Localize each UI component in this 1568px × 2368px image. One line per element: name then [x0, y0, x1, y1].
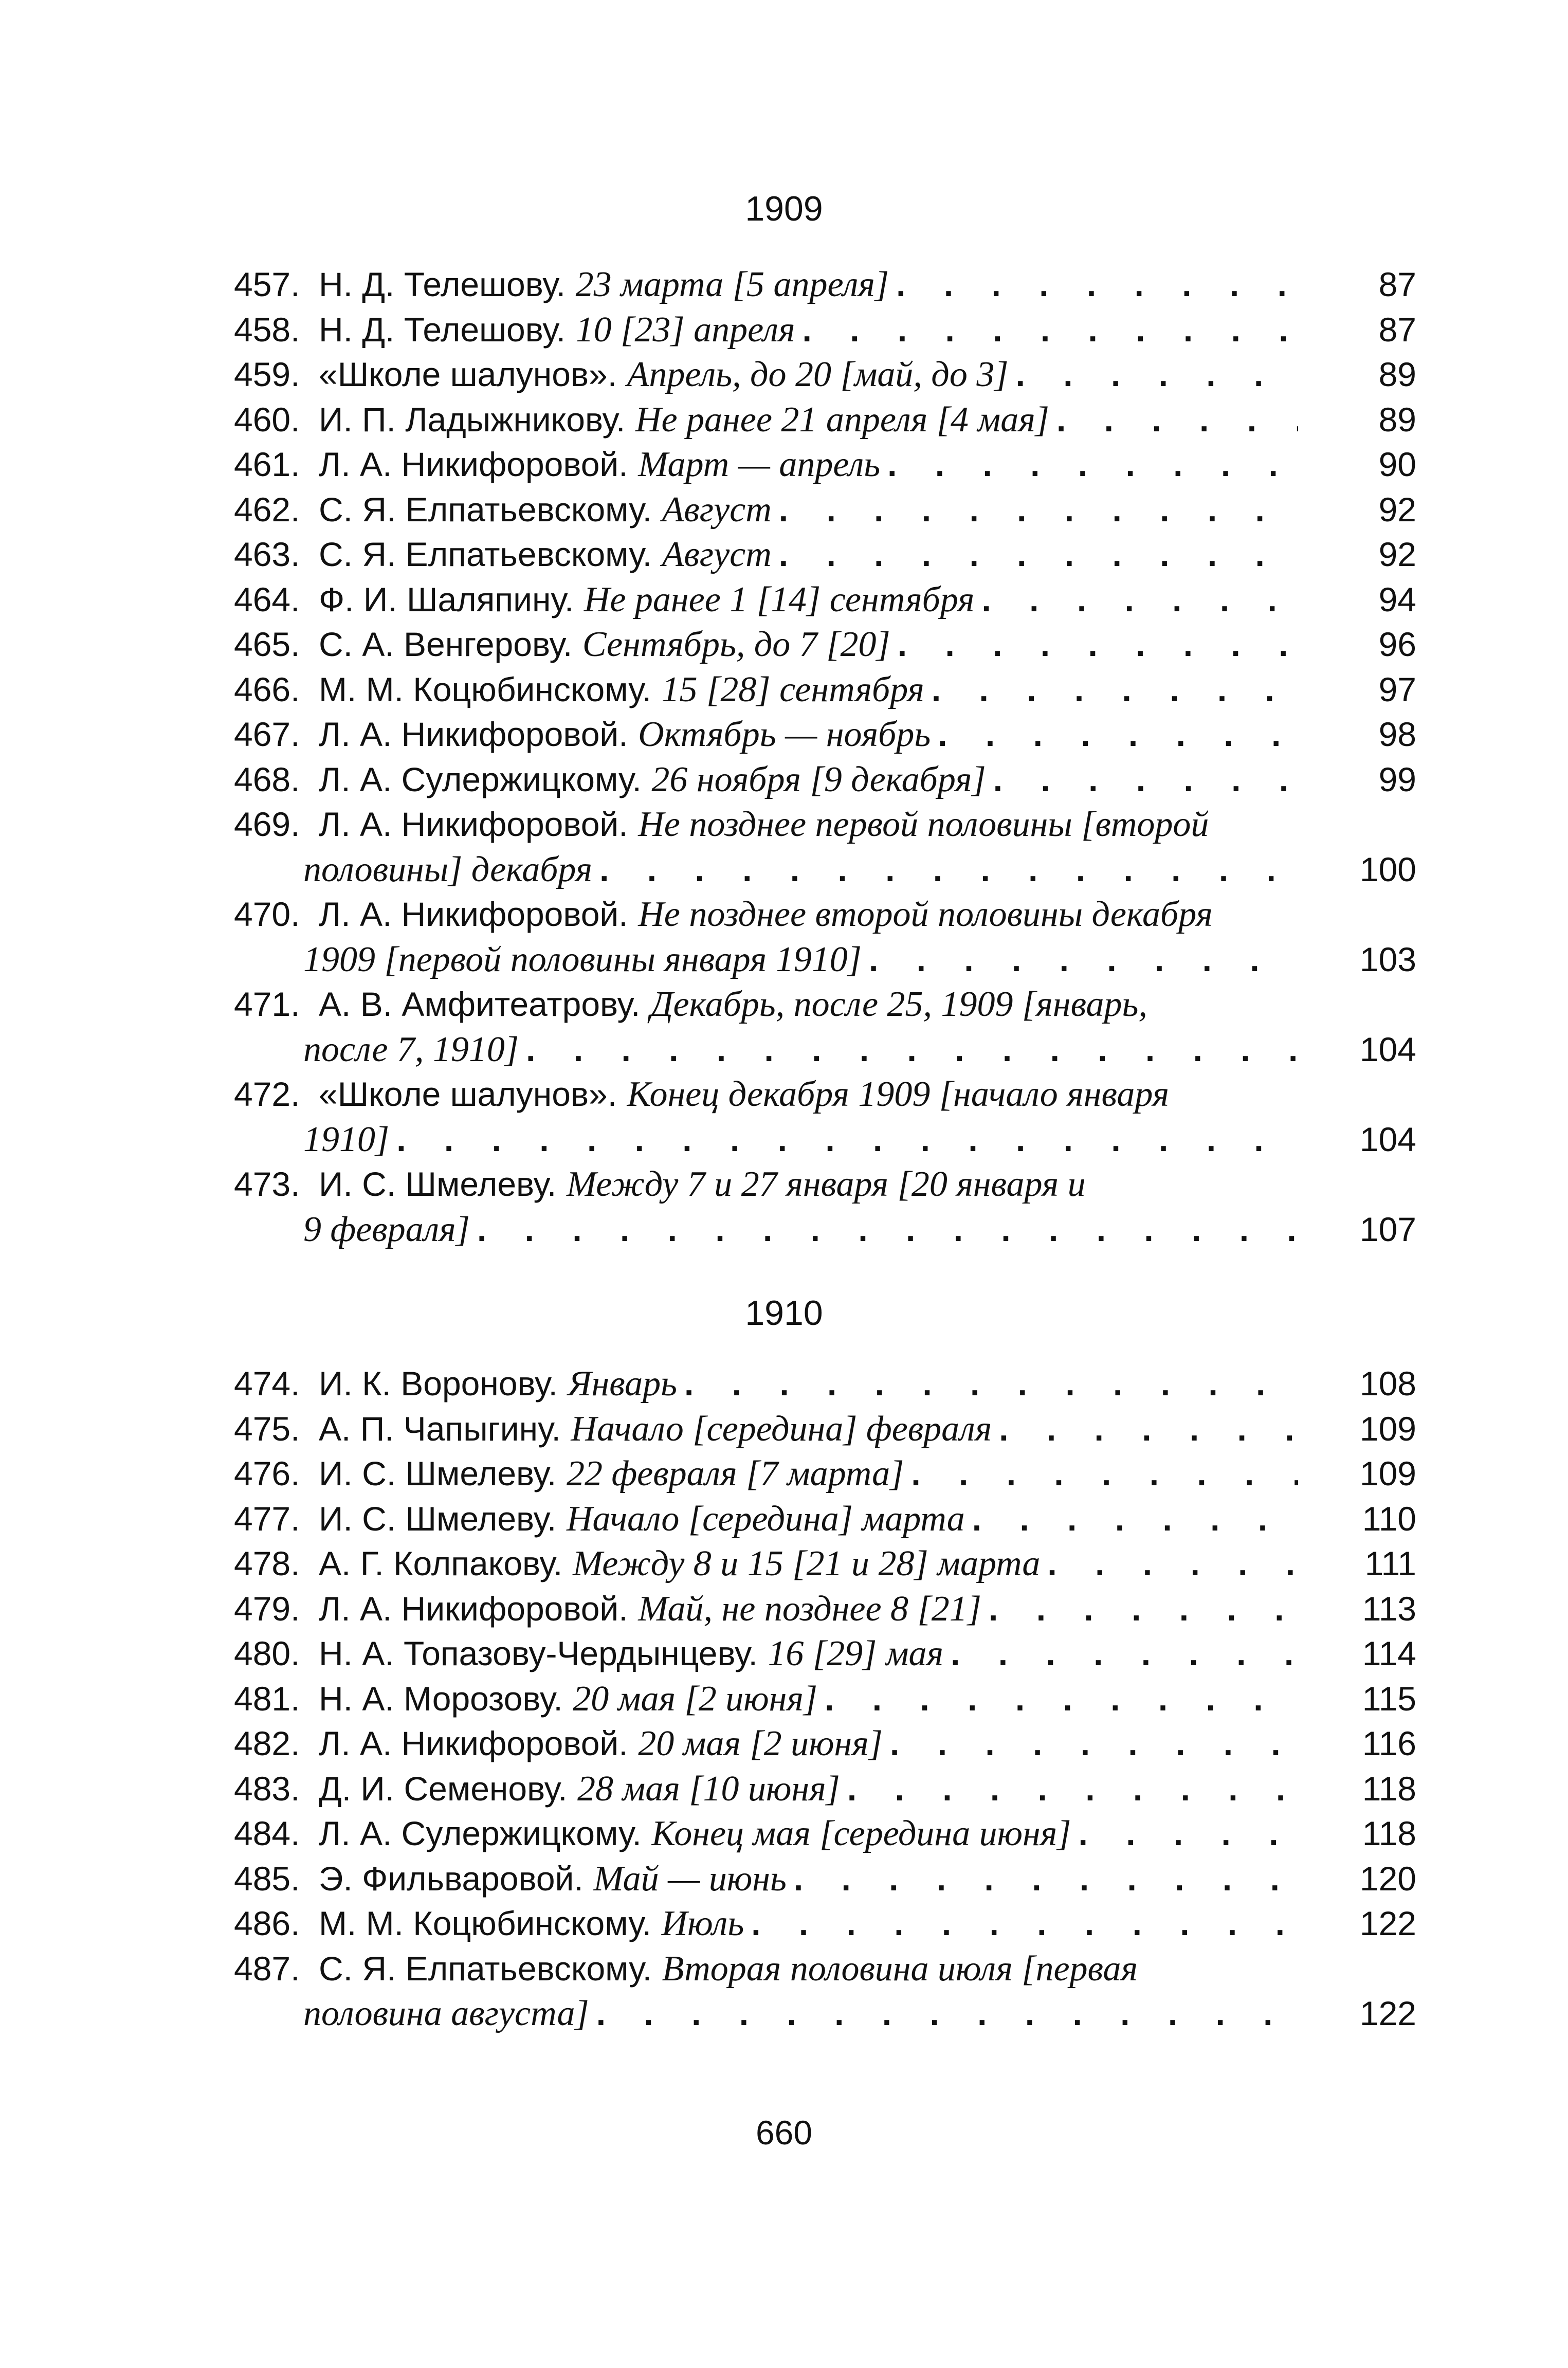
entry-title	[319, 1541, 1298, 1587]
dot-leader	[1071, 1811, 1298, 1856]
page-reference: 109	[1359, 1409, 1416, 1448]
page-reference: 92	[1378, 535, 1416, 573]
date-text: Не позднее первой половины [второй	[638, 805, 1209, 844]
date-text: 16 [29] мая	[768, 1634, 944, 1673]
entry-number: 479.	[234, 1589, 300, 1628]
toc-entry	[234, 1946, 1416, 2036]
date-text: Начало [середина] марта	[566, 1499, 965, 1539]
dot-leader	[519, 1027, 1298, 1072]
page-reference: 92	[1378, 490, 1416, 529]
date-text: 1910]	[303, 1119, 390, 1159]
entry-line	[319, 622, 1298, 667]
entry-line	[234, 1991, 1298, 2036]
entry-number: 480.	[234, 1634, 300, 1672]
dot-leader	[965, 1497, 1298, 1542]
entry-title	[319, 1631, 1298, 1677]
entry-title	[319, 1497, 1298, 1542]
entry-line	[319, 1901, 1298, 1946]
addressee: С. Я. Елпатьевскому.	[319, 490, 652, 529]
date-text: Не ранее 1 [14] сентября	[584, 579, 975, 620]
dot-leader	[772, 487, 1298, 533]
date-text: половины] декабря	[303, 849, 593, 889]
page-reference: 111	[1364, 1544, 1416, 1582]
entry-line	[234, 982, 1298, 1027]
entry-number: 468.	[234, 760, 300, 798]
entry-title	[234, 892, 1298, 982]
entry-line	[234, 802, 1298, 847]
entry-title	[319, 1766, 1298, 1812]
entry-line	[234, 937, 1298, 982]
addressee: Н. Д. Телешову.	[319, 310, 566, 349]
entry-title	[319, 1361, 1298, 1407]
dot-leader	[904, 1451, 1298, 1497]
addressee: Ф. И. Шаляпину.	[319, 580, 574, 618]
entry-title	[234, 802, 1298, 892]
entry-number: 487.	[234, 1949, 300, 1988]
entry-title	[319, 1451, 1298, 1497]
addressee: Л. А. Сулержицкому.	[319, 1814, 642, 1852]
entry-number: 463.	[234, 535, 300, 573]
date-text: Октябрь — ноябрь	[638, 715, 931, 754]
entry-number: 464.	[234, 580, 300, 618]
page-reference: 99	[1378, 760, 1416, 798]
entry-line	[319, 667, 1298, 713]
entry-title	[319, 1407, 1298, 1452]
page-reference: 107	[1359, 1210, 1416, 1248]
addressee: «Школе шалунов».	[319, 1075, 617, 1113]
entry-number: 483.	[234, 1769, 300, 1808]
page-reference: 118	[1362, 1769, 1416, 1808]
toc-entry	[234, 1766, 1416, 1812]
dot-leader	[924, 667, 1298, 713]
entry-number: 481.	[234, 1679, 300, 1718]
date-text: 23 марта [5 апреля]	[575, 265, 889, 304]
addressee: Л. А. Никифоровой.	[319, 715, 628, 753]
dot-leader	[880, 442, 1298, 487]
page-reference: 108	[1359, 1364, 1416, 1402]
toc-entry	[234, 1856, 1416, 1902]
entry-line	[234, 1946, 1298, 1992]
page-reference: 103	[1359, 940, 1416, 978]
entry-number: 484.	[234, 1814, 300, 1852]
date-text: Не ранее 21 апреля [4 мая]	[635, 399, 1049, 440]
toc-entry	[234, 1677, 1416, 1722]
entry-line	[319, 1407, 1298, 1452]
entry-title	[319, 397, 1298, 443]
addressee: Л. А. Никифоровой.	[319, 1589, 628, 1628]
addressee: И. С. Шмелеву.	[319, 1454, 557, 1492]
page-reference: 109	[1359, 1454, 1416, 1492]
date-text: Начало [середина] февраля	[571, 1409, 992, 1449]
entry-line	[234, 847, 1298, 892]
toc-entry	[234, 262, 1416, 307]
date-text: 20 мая [2 июня]	[573, 1679, 818, 1719]
entry-line	[319, 712, 1298, 757]
entry-line	[319, 487, 1298, 533]
entry-number: 476.	[234, 1454, 300, 1492]
toc-entry	[234, 712, 1416, 757]
entry-line	[319, 262, 1298, 307]
entry-number: 473.	[234, 1165, 300, 1203]
addressee: Д. И. Семенову.	[319, 1769, 568, 1808]
addressee: А. Г. Колпакову.	[319, 1544, 563, 1582]
dot-leader	[677, 1361, 1298, 1407]
addressee: И. С. Шмелеву.	[319, 1499, 557, 1538]
entry-line	[234, 1162, 1298, 1207]
dot-leader	[862, 937, 1298, 982]
toc-entry	[234, 352, 1416, 397]
entry-title	[319, 1721, 1298, 1766]
entry-line	[319, 1721, 1298, 1766]
entry-number: 469.	[234, 805, 300, 843]
entry-line	[234, 1072, 1298, 1117]
entry-line	[319, 442, 1298, 487]
entry-title	[319, 712, 1298, 757]
page-reference: 90	[1378, 445, 1416, 483]
date-text: 10 [23] апреля	[575, 309, 795, 350]
entry-title	[319, 1856, 1298, 1902]
dot-leader	[840, 1766, 1298, 1812]
entry-line	[319, 352, 1298, 397]
page-reference: 87	[1378, 265, 1416, 303]
entry-line	[319, 307, 1298, 353]
entry-title	[319, 1587, 1298, 1632]
date-text: Конец декабря 1909 [начало января	[627, 1074, 1170, 1114]
addressee: А. П. Чапыгину.	[319, 1409, 561, 1448]
page-reference: 100	[1359, 850, 1416, 888]
entry-line	[319, 757, 1298, 803]
entry-title	[319, 1677, 1298, 1722]
addressee: Н. А. Топазову-Чердынцеву.	[319, 1634, 758, 1672]
toc-entry	[234, 1541, 1416, 1587]
entry-title	[319, 1901, 1298, 1946]
addressee: Л. А. Никифоровой.	[319, 805, 628, 843]
date-text: 15 [28] сентября	[661, 669, 924, 709]
entry-title	[319, 577, 1298, 623]
dot-leader	[974, 577, 1298, 623]
dot-leader	[787, 1856, 1298, 1902]
date-text: Конец мая [середина июня]	[651, 1814, 1071, 1853]
page-reference: 116	[1362, 1724, 1416, 1762]
toc-entry	[234, 1361, 1416, 1407]
entry-title	[319, 1811, 1298, 1856]
dot-leader	[992, 1407, 1298, 1452]
dot-leader	[883, 1721, 1298, 1766]
addressee: М. М. Коцюбинскому.	[319, 670, 652, 708]
entry-line	[234, 892, 1298, 937]
addressee: С. Я. Елпатьевскому.	[319, 1949, 652, 1988]
addressee: И. С. Шмелеву.	[319, 1165, 557, 1203]
entry-title	[234, 1946, 1298, 2036]
addressee: Н. Д. Телешову.	[319, 265, 566, 303]
entry-number: 485.	[234, 1859, 300, 1898]
entry-number: 462.	[234, 490, 300, 529]
entry-number: 458.	[234, 310, 300, 349]
date-text: 20 мая [2 июня]	[638, 1724, 883, 1763]
addressee: Л. А. Никифоровой.	[319, 895, 628, 933]
entry-line	[319, 532, 1298, 577]
page-reference: 89	[1378, 355, 1416, 393]
entry-number: 486.	[234, 1904, 300, 1942]
date-text: Август	[662, 489, 772, 530]
toc-entry	[234, 1587, 1416, 1632]
toc-entry	[234, 397, 1416, 443]
entry-number: 465.	[234, 625, 300, 663]
entry-line	[319, 1587, 1298, 1632]
entry-line	[319, 1856, 1298, 1902]
date-text: Май, не позднее 8 [21]	[638, 1589, 982, 1629]
page-reference: 87	[1378, 310, 1416, 349]
dot-leader	[1040, 1541, 1298, 1587]
dot-leader	[943, 1631, 1298, 1677]
section-heading-1909: 1909	[745, 189, 823, 228]
toc-entry	[234, 532, 1416, 577]
entry-line	[319, 1811, 1298, 1856]
dot-leader	[981, 1587, 1298, 1632]
addressee: И. П. Ладыжникову.	[319, 400, 626, 439]
page-reference: 89	[1378, 400, 1416, 439]
dot-leader	[589, 1991, 1298, 2036]
toc-entry	[234, 1631, 1416, 1677]
addressee: С. Я. Елпатьевскому.	[319, 535, 652, 573]
date-text: Март — апрель	[638, 445, 881, 484]
dot-leader	[817, 1677, 1298, 1722]
toc-entry	[234, 1162, 1416, 1252]
toc-entry	[234, 982, 1416, 1072]
entry-number: 466.	[234, 670, 300, 708]
section-heading-1910: 1910	[745, 1294, 823, 1333]
entry-number: 471.	[234, 985, 300, 1023]
dot-leader	[389, 1117, 1298, 1162]
date-text: Декабрь, после 25, 1909 [январь,	[650, 985, 1147, 1024]
entry-line	[319, 1631, 1298, 1677]
toc-entry	[234, 1407, 1416, 1452]
date-text: Не позднее второй половины декабря	[638, 895, 1213, 934]
toc-entry	[234, 1721, 1416, 1766]
date-text: 28 мая [10 июня]	[577, 1769, 840, 1809]
toc-entry	[234, 1901, 1416, 1946]
entry-number: 474.	[234, 1364, 300, 1402]
toc-entry	[234, 622, 1416, 667]
dot-leader	[986, 757, 1298, 803]
toc-entry	[234, 1072, 1416, 1162]
date-text: Январь	[568, 1364, 677, 1404]
entry-number: 457.	[234, 265, 300, 303]
dot-leader	[772, 532, 1298, 577]
page-reference: 104	[1359, 1030, 1416, 1068]
page-reference: 114	[1362, 1634, 1416, 1672]
dot-leader	[744, 1901, 1298, 1946]
date-text: 26 ноября [9 декабря]	[651, 759, 986, 799]
dot-leader	[470, 1207, 1298, 1252]
page-reference: 122	[1359, 1994, 1416, 2032]
page-reference: 122	[1359, 1904, 1416, 1942]
entry-number: 467.	[234, 715, 300, 753]
entry-number: 475.	[234, 1409, 300, 1448]
date-text: Между 8 и 15 [21 и 28] марта	[572, 1544, 1041, 1583]
entry-number: 478.	[234, 1544, 300, 1582]
entry-line	[319, 1541, 1298, 1587]
dot-leader	[592, 847, 1298, 892]
page-reference: 120	[1359, 1859, 1416, 1898]
entry-line	[234, 1027, 1298, 1072]
entry-line	[319, 1361, 1298, 1407]
date-text: 22 февраля [7 марта]	[566, 1454, 904, 1493]
entry-line	[319, 1766, 1298, 1812]
entry-line	[319, 577, 1298, 623]
toc-list-1909	[234, 262, 1416, 1252]
page-reference: 96	[1378, 625, 1416, 663]
dot-leader	[890, 622, 1298, 667]
entry-title	[319, 352, 1298, 397]
entry-title	[319, 622, 1298, 667]
entry-title	[234, 1162, 1298, 1252]
entry-title	[319, 262, 1298, 307]
toc-entry	[234, 1497, 1416, 1542]
entry-title	[319, 757, 1298, 803]
toc-entry	[234, 1451, 1416, 1497]
page-number: 660	[755, 2114, 813, 2152]
toc-entry	[234, 577, 1416, 623]
entry-line	[319, 1451, 1298, 1497]
toc-entry	[234, 1811, 1416, 1856]
page-reference: 104	[1359, 1120, 1416, 1158]
toc-list-1910	[234, 1361, 1416, 2036]
toc-entry	[234, 667, 1416, 713]
dot-leader	[1009, 352, 1298, 397]
entry-number: 460.	[234, 400, 300, 439]
addressee: Н. А. Морозову.	[319, 1679, 563, 1718]
page-reference: 97	[1378, 670, 1416, 708]
addressee: Л. А. Никифоровой.	[319, 1724, 628, 1762]
entry-title	[319, 667, 1298, 713]
entry-title	[319, 487, 1298, 533]
entry-line	[319, 1497, 1298, 1542]
date-text: Июль	[661, 1904, 744, 1943]
page-reference: 94	[1378, 580, 1416, 618]
toc-entry	[234, 487, 1416, 533]
entry-number: 470.	[234, 895, 300, 933]
entry-line	[234, 1117, 1298, 1162]
entry-line	[234, 1207, 1298, 1252]
entry-line	[319, 1677, 1298, 1722]
addressee: Л. А. Сулержицкому.	[319, 760, 642, 798]
entry-number: 482.	[234, 1724, 300, 1762]
addressee: А. В. Амфитеатрову.	[319, 985, 641, 1023]
date-text: Сентябрь, до 7 [20]	[582, 625, 890, 664]
date-text: Август	[662, 535, 772, 574]
date-text: половина августа]	[303, 1994, 589, 2033]
page-reference: 113	[1362, 1589, 1416, 1628]
entry-number: 459.	[234, 355, 300, 393]
toc-entry	[234, 802, 1416, 892]
page-reference: 98	[1378, 715, 1416, 753]
addressee: С. А. Венгерову.	[319, 625, 573, 663]
addressee: М. М. Коцюбинскому.	[319, 1904, 652, 1942]
entry-title	[234, 982, 1298, 1072]
entry-number: 477.	[234, 1499, 300, 1538]
date-text: Вторая половина июля [первая	[662, 1948, 1138, 1989]
addressee: Л. А. Никифоровой.	[319, 445, 628, 483]
date-text: Между 7 и 27 января [20 января и	[566, 1164, 1086, 1204]
entry-line	[319, 397, 1298, 443]
dot-leader	[1049, 397, 1298, 443]
toc-entry	[234, 892, 1416, 982]
entry-title	[319, 442, 1298, 487]
date-text: 9 февраля]	[303, 1209, 470, 1249]
toc-entry	[234, 757, 1416, 803]
date-text: Май — июнь	[593, 1859, 787, 1899]
date-text: Апрель, до 20 [май, до 3]	[627, 355, 1009, 394]
dot-leader	[795, 307, 1298, 353]
page-reference: 110	[1362, 1499, 1416, 1538]
entry-title	[319, 307, 1298, 353]
page-reference: 118	[1362, 1814, 1416, 1852]
toc-entry	[234, 307, 1416, 353]
dot-leader	[931, 712, 1298, 757]
entry-title	[234, 1072, 1298, 1162]
page-reference: 115	[1362, 1679, 1416, 1718]
addressee: Э. Фильваровой.	[319, 1859, 584, 1898]
date-text: после 7, 1910]	[303, 1029, 519, 1069]
addressee: «Школе шалунов».	[319, 355, 617, 393]
date-text: 1909 [первой половины января 1910]	[303, 939, 862, 979]
addressee: И. К. Воронову.	[319, 1364, 558, 1402]
entry-title	[319, 532, 1298, 577]
entry-number: 461.	[234, 445, 300, 483]
toc-entry	[234, 442, 1416, 487]
dot-leader	[889, 262, 1298, 307]
entry-number: 472.	[234, 1075, 300, 1113]
